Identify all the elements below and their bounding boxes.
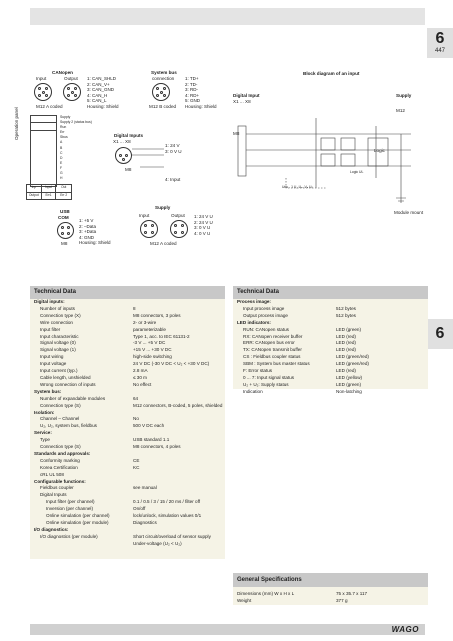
data-row bbox=[30, 313, 225, 320]
data-row bbox=[30, 361, 225, 368]
row-value: 24 V DC (-30 V DC < U₂ < +30 V DC) bbox=[133, 361, 210, 367]
data-row bbox=[30, 458, 225, 465]
section-heading bbox=[233, 320, 428, 327]
row-key: Input characteristic bbox=[40, 333, 79, 339]
supply-title: Supply bbox=[155, 205, 171, 210]
block-module-mount-label: Module mount bbox=[394, 210, 424, 215]
canopen-output-connector-icon bbox=[63, 83, 81, 101]
data-row bbox=[30, 334, 225, 341]
canopen-code: M12 A coded bbox=[36, 104, 63, 109]
row-key: Online simulation (per channel) bbox=[46, 513, 110, 519]
row-value: 2.8 mA bbox=[133, 368, 148, 374]
row-key: Connection type (S) bbox=[40, 402, 81, 408]
panel-led-labels: Supply Supply 2 (status bus) Run Err Sbus A B C D E F G H bbox=[60, 115, 92, 181]
data-row bbox=[30, 320, 225, 327]
data-row bbox=[30, 492, 225, 499]
row-key: Input wiring bbox=[40, 354, 64, 360]
row-value bbox=[133, 492, 225, 499]
supply-pinout: 1: 24 V U 2: 24 V U 3: 0 V U 4: 0 V U bbox=[194, 214, 213, 236]
row-key: LED indicators: bbox=[237, 319, 271, 325]
data-row bbox=[233, 313, 428, 320]
row-key: RX: CANopen receiver buffer bbox=[243, 333, 303, 339]
row-value: see manual bbox=[133, 485, 157, 491]
row-key: Fieldbus coupler bbox=[40, 485, 74, 491]
usb-connector-icon bbox=[57, 222, 74, 239]
data-row bbox=[30, 347, 225, 354]
spec-row: Dimensions (mm) W x H x L 75 x 35.7 x 117 bbox=[237, 591, 368, 596]
row-key: Korea Certification bbox=[40, 464, 78, 470]
tech-data-right-rows bbox=[233, 299, 428, 396]
row-value: M12 connectors, B-coded, 5 poles, shielded bbox=[133, 402, 223, 408]
page-number: 447 bbox=[434, 48, 445, 54]
digital-inputs-title: Digital Inputs bbox=[114, 133, 144, 138]
row-value: -3 V ... +5 V DC bbox=[133, 340, 166, 346]
row-value: LED (red) bbox=[336, 368, 356, 374]
tech-data-right-title: Technical Data bbox=[233, 286, 428, 299]
data-row bbox=[30, 396, 225, 403]
row-key: Wrong connection of inputs bbox=[40, 381, 96, 387]
operation-panel bbox=[30, 115, 57, 187]
data-row bbox=[30, 354, 225, 361]
data-row bbox=[30, 375, 225, 382]
sysbus-subtitle: connection bbox=[152, 76, 175, 81]
tech-data-left-title: Technical Data bbox=[30, 286, 225, 299]
row-key: Process image: bbox=[237, 299, 271, 304]
general-specs bbox=[233, 573, 428, 605]
row-value: ≤ 30 m bbox=[133, 374, 148, 380]
row-value: LED (red) bbox=[336, 340, 356, 346]
operation-panel-label: Operation panel bbox=[14, 107, 19, 140]
chapter-number: 6 bbox=[435, 30, 445, 47]
canopen-title: CANopen bbox=[52, 70, 73, 75]
data-row bbox=[233, 327, 428, 334]
row-key: Input filter (per channel) bbox=[46, 499, 95, 505]
row-key: Online simulation (per module) bbox=[46, 520, 109, 525]
row-value: LED (green) bbox=[336, 326, 362, 332]
data-row bbox=[30, 541, 225, 548]
row-key: Conformity marking bbox=[40, 457, 80, 463]
data-row bbox=[233, 368, 428, 375]
row-key: Digital inputs: bbox=[34, 299, 65, 304]
row-value: 2- or 3-wire bbox=[133, 319, 157, 325]
sysbus-title: System bus bbox=[151, 70, 177, 75]
data-row bbox=[30, 403, 225, 410]
row-value bbox=[133, 472, 225, 479]
row-key: Service: bbox=[34, 430, 52, 436]
row-key: I/O diagnostics (per module) bbox=[40, 533, 98, 539]
digital-inputs-input: 4: Input bbox=[165, 177, 181, 182]
section-heading bbox=[30, 527, 225, 534]
usb-pinout: 1: +5 V 2: –Data 3: +Data 4: GND Housing: Shield bbox=[79, 218, 111, 245]
row-value: high-side switching bbox=[133, 354, 172, 360]
supply-output-label: Output bbox=[171, 213, 185, 218]
block-m12-label: M12 bbox=[396, 108, 405, 113]
row-value: M8 connectors, 4 poles bbox=[133, 444, 181, 450]
tech-data-right bbox=[233, 286, 428, 394]
row-key: Output process image bbox=[243, 312, 288, 318]
block-digital-input-label: Digital Input bbox=[233, 93, 260, 98]
digital-input-connector-icon bbox=[115, 147, 132, 164]
row-key: Isolation: bbox=[34, 409, 55, 415]
block-logic-ul-label: Logic UL bbox=[350, 170, 364, 174]
row-key: Signal voltage (0) bbox=[40, 340, 76, 346]
row-key: Configurable functions: bbox=[34, 478, 86, 484]
general-specs-title: General Specifications bbox=[233, 573, 428, 587]
row-key: Type bbox=[40, 437, 50, 443]
digital-inputs-range: X1 ... X8 bbox=[113, 139, 131, 144]
data-row bbox=[30, 513, 225, 520]
row-key: Connection type (X) bbox=[40, 312, 81, 318]
row-value: LED (green/red) bbox=[336, 354, 369, 360]
row-value: No effect bbox=[133, 381, 152, 387]
data-row bbox=[30, 306, 225, 313]
row-value: 512 bytes bbox=[336, 305, 356, 311]
row-value: LED (green/red) bbox=[336, 361, 369, 367]
row-value: 8 bbox=[133, 305, 136, 311]
row-value: Short circuit/overload of sensor supply bbox=[133, 533, 211, 539]
digital-inputs-m8: M8 bbox=[125, 167, 132, 172]
digital-inputs-v1: 1: 24 V bbox=[165, 143, 180, 148]
row-value: lock/unlock, simulation values 0/1 bbox=[133, 513, 202, 519]
spec-row: Weight 377 g bbox=[237, 597, 348, 603]
data-row bbox=[30, 416, 225, 423]
sysbus-pinout: 1: TD+ 2: TD- 3: RD- 4: RD+ 5: GND Housing: Shield bbox=[185, 76, 217, 109]
row-value: LED (yellow) bbox=[336, 374, 363, 380]
data-row bbox=[233, 334, 428, 341]
row-key: F: Error status bbox=[243, 368, 273, 374]
canopen-output-label: Output bbox=[64, 76, 78, 81]
section-heading bbox=[233, 299, 428, 306]
row-key: SBM : System bus master status bbox=[243, 361, 310, 367]
digital-inputs-v2: 3: 0 V U bbox=[165, 149, 182, 154]
panel-bottom-grid: Inp Input Out Output Err1 Err 2 bbox=[26, 184, 72, 200]
sysbus-code: M12 B coded bbox=[149, 104, 177, 109]
block-logic-label: Logic bbox=[374, 148, 385, 153]
row-key: Inversion (per channel) bbox=[46, 506, 93, 512]
section-heading bbox=[30, 430, 225, 437]
canopen-input-connector-icon bbox=[34, 83, 52, 101]
data-row bbox=[30, 444, 225, 451]
side-chapter-tab: 6 bbox=[427, 319, 453, 349]
block-m8-label: M8 bbox=[233, 131, 240, 136]
data-row bbox=[30, 382, 225, 389]
footer-bar bbox=[30, 624, 425, 635]
data-row bbox=[30, 520, 225, 527]
row-key: Standards and approvals: bbox=[34, 450, 91, 456]
row-key: Connection type (S) bbox=[40, 444, 81, 450]
row-key: cRL UL 508 bbox=[40, 471, 64, 477]
section-heading bbox=[30, 299, 225, 306]
data-row bbox=[233, 382, 428, 389]
row-key: Input filter bbox=[40, 326, 61, 332]
row-value: On/off bbox=[133, 506, 146, 512]
row-value: No bbox=[133, 416, 139, 422]
section-heading bbox=[30, 451, 225, 458]
row-key: Number of inputs bbox=[40, 305, 75, 311]
usb-title: USB bbox=[60, 209, 70, 214]
canopen-input-label: Input bbox=[36, 76, 47, 81]
row-value: CE bbox=[133, 457, 140, 463]
data-row bbox=[30, 499, 225, 506]
row-value: LED (red) bbox=[336, 347, 356, 353]
supply-code: M12 A coded bbox=[150, 241, 177, 246]
row-key: Number of expandable modules bbox=[40, 395, 106, 401]
tech-data-left bbox=[30, 286, 225, 559]
row-value: 0.1 / 0.5 / 3 / 15 / 20 ms / filter off bbox=[133, 499, 201, 505]
data-row bbox=[233, 347, 428, 354]
usb-code: M8 bbox=[61, 241, 68, 246]
row-key: RUN: CANopen status bbox=[243, 326, 289, 332]
data-row bbox=[30, 340, 225, 347]
row-key: U₂ + U₂: Supply status bbox=[243, 381, 289, 387]
block-supply-label: Supply bbox=[396, 93, 412, 98]
row-value: LED (red) bbox=[336, 333, 356, 339]
data-row bbox=[233, 375, 428, 382]
row-key: I/O diagnostics: bbox=[34, 526, 69, 532]
wago-logo: WAGO bbox=[391, 625, 419, 634]
row-value: parameterizable bbox=[133, 326, 166, 332]
block-diagram-wiring bbox=[226, 108, 426, 216]
data-row bbox=[233, 389, 428, 396]
data-row bbox=[233, 306, 428, 313]
row-key: Digital Inputs bbox=[40, 492, 67, 498]
row-key: Channel – Channel bbox=[40, 416, 80, 422]
row-key: Signal voltage (1) bbox=[40, 347, 76, 353]
row-value: Non-latching bbox=[336, 388, 362, 394]
sysbus-connector-icon bbox=[152, 83, 170, 101]
data-row bbox=[30, 485, 225, 492]
data-row bbox=[30, 437, 225, 444]
row-key: Input process image bbox=[243, 305, 285, 311]
supply-input-label: Input bbox=[139, 213, 150, 218]
row-value: LED (green) bbox=[336, 381, 362, 387]
tech-data-left-rows bbox=[30, 299, 225, 548]
row-key: Input current (typ.) bbox=[40, 368, 78, 374]
data-row bbox=[30, 534, 225, 541]
digital-input-wiring-icon bbox=[132, 143, 167, 181]
row-key: CS : Fieldbus coupler status bbox=[243, 354, 301, 360]
row-value: Diagnostics bbox=[133, 520, 157, 525]
chapter-tab bbox=[427, 28, 453, 58]
row-value: Type 1, acc. to IEC 61131-2 bbox=[133, 333, 190, 339]
canopen-pinout: 1: CAN_SHLD 2: CAN_V+ 3: CAN_GND 4: CAN_H 5: CAN_L Housing: Shield bbox=[87, 76, 119, 109]
block-range-label: X1 ... X8 bbox=[233, 99, 251, 104]
row-key: Indication bbox=[243, 388, 263, 394]
data-row bbox=[30, 472, 225, 479]
row-key bbox=[34, 541, 133, 548]
block-bottom-label: Uᴘᴜ - 1 U₂ Uₙ -Vₙ Uₚ bbox=[282, 185, 313, 189]
row-value: M8 connectors, 3 poles bbox=[133, 312, 181, 318]
section-heading bbox=[30, 410, 225, 417]
data-row bbox=[30, 327, 225, 334]
row-value: USB standard 1.1 bbox=[133, 437, 170, 443]
data-row bbox=[233, 361, 428, 368]
supply-output-connector-icon bbox=[170, 220, 188, 238]
data-row bbox=[30, 423, 225, 430]
row-value: KC bbox=[133, 464, 140, 470]
row-key: TX: CANopen transmit buffer bbox=[243, 347, 302, 353]
data-row bbox=[233, 340, 428, 347]
row-key: U₂, U₂, system bus, fieldbus bbox=[40, 423, 97, 429]
data-row bbox=[30, 506, 225, 513]
row-value: 64 bbox=[133, 395, 139, 401]
block-diagram-title: Block diagram of an input bbox=[303, 71, 360, 76]
row-key: ERR: CANopen bus error bbox=[243, 340, 295, 346]
row-key: System bus: bbox=[34, 388, 62, 394]
row-key: Input voltage bbox=[40, 361, 67, 367]
data-row bbox=[30, 368, 225, 375]
top-band bbox=[30, 8, 425, 25]
section-heading bbox=[30, 389, 225, 396]
row-key: Wire connection bbox=[40, 319, 73, 325]
row-key: Cable length, unshielded bbox=[40, 374, 91, 380]
usb-subtitle: COM bbox=[58, 215, 69, 220]
row-key: 0 ... 7: Input signal status bbox=[243, 374, 295, 380]
data-row bbox=[30, 465, 225, 472]
row-value: 512 bytes bbox=[336, 312, 356, 318]
data-row bbox=[233, 354, 428, 361]
supply-input-connector-icon bbox=[140, 220, 158, 238]
row-value: Under-voltage (U₂ < U₂) bbox=[133, 540, 182, 546]
section-heading bbox=[30, 479, 225, 486]
row-value: +15 V ... +30 V DC bbox=[133, 347, 172, 353]
row-value: 500 V DC each bbox=[133, 423, 165, 429]
